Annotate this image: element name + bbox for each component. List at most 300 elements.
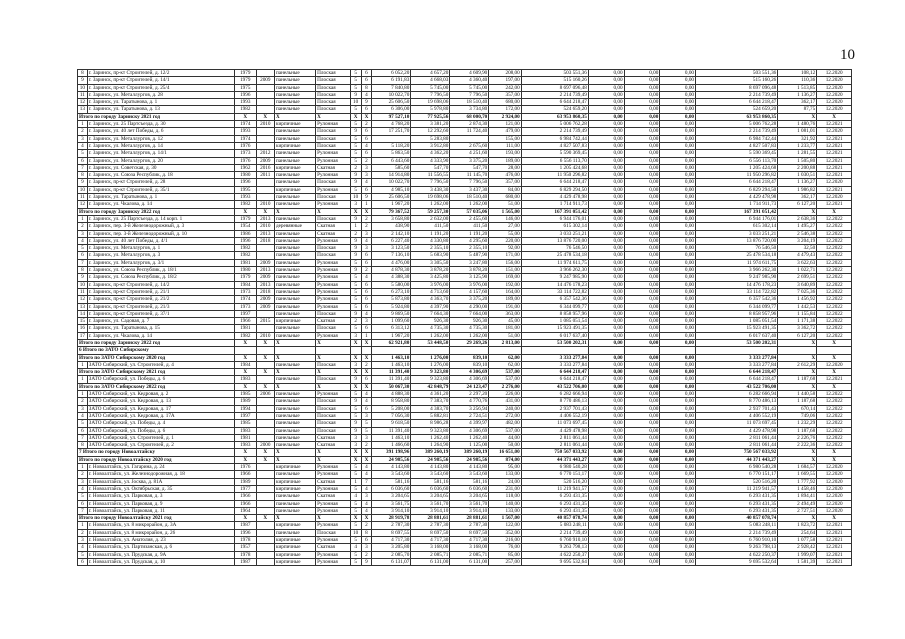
cell-roof-type: Рулонная	[316, 522, 351, 529]
cell-year-built: 1985	[234, 420, 256, 427]
cell-cost-per-m2: 3 204,19	[778, 237, 817, 244]
cell-total-cost: 1 205 424,68	[521, 164, 588, 171]
cell-cost-per-m2: 108,12	[778, 70, 817, 77]
cell-owner-funds: 515 160,26	[696, 77, 778, 84]
cell-total-area: 1 463,10	[372, 354, 411, 361]
cell-private-area: 926,30	[450, 318, 489, 325]
cell-wall-material: кирпичные	[274, 522, 315, 529]
cell-total-area: 581,16	[372, 478, 411, 485]
cell-local-funds: 0,00	[660, 529, 696, 536]
cell-row-number: 5	[78, 245, 88, 252]
cell-total-area: 11 391,40	[372, 369, 411, 376]
cell-roof-type: Плоская	[316, 412, 351, 419]
cell-total-cost: 8 697 096,48	[521, 84, 588, 91]
cell-regional-funds: 0,00	[624, 537, 660, 544]
cell-floors: 5	[350, 551, 361, 558]
cell-residents: 55,00	[489, 230, 521, 237]
cell-year-built: 1976	[234, 157, 256, 164]
cell-private-area: 2 724,51	[450, 412, 489, 419]
cell-local-funds: 0,00	[660, 252, 696, 259]
cell-private-area: 18 510,40	[450, 194, 489, 201]
cell-wall-material: панельные	[274, 361, 315, 368]
cell-residents: 45,00	[489, 318, 521, 325]
cell-roof-type: X	[316, 456, 351, 463]
cell-total-area: 11 391,40	[372, 376, 411, 383]
cell-regional-funds: 0,00	[624, 84, 660, 91]
cell-total-cost: 6 357 542,36	[521, 296, 588, 303]
cell-local-funds: 0,00	[660, 507, 696, 514]
cell-residents: 537,00	[489, 369, 521, 376]
cell-owner-funds: 6 984 742,44	[696, 135, 778, 142]
table-row	[78, 398, 852, 405]
cell-total-area: 438,90	[372, 223, 411, 230]
table-row	[78, 551, 852, 558]
cell-row-number: 11	[78, 91, 88, 98]
cell-roof-type: Плоская	[316, 405, 351, 412]
cell-year-built: 1994	[234, 405, 256, 412]
cell-entrances: 4	[361, 142, 372, 149]
cell-federal-funds: 0,00	[588, 339, 624, 346]
cell-row-number: 6	[78, 500, 88, 507]
cell-floors: 2	[350, 164, 361, 171]
cell-residents: 118,00	[489, 493, 521, 500]
cell-wall-material: панельные	[274, 507, 315, 514]
cell-private-area: 4 360,40	[450, 77, 489, 84]
cell-floors: 4	[350, 493, 361, 500]
cell-private-area: 4 717,30	[450, 537, 489, 544]
cell-private-area: 2 874,30	[450, 121, 489, 128]
cell-year-built: X	[234, 456, 256, 463]
cell-address: г. Новоалтайск, ул. Joсква, д. 81А	[87, 478, 234, 485]
cell-floors: 9	[350, 420, 361, 427]
cell-wall-material: панельные	[274, 325, 315, 332]
cell-deadline: 12.2022	[817, 434, 852, 441]
cell-owner-funds: 3 333 277,84	[696, 361, 778, 368]
cell-living-area: 77 925,56	[411, 113, 450, 120]
cell-total-area: 1 967,20	[372, 332, 411, 339]
cell-owner-funds: 4 429 478,98	[696, 427, 778, 434]
cell-regional-funds: 0,00	[624, 201, 660, 208]
cell-entrances: 4	[361, 398, 372, 405]
cell-total-area: 3 914,10	[372, 507, 411, 514]
cell-total-area: 5 208,00	[372, 405, 411, 412]
cell-year-built: 1996	[234, 529, 256, 536]
cell-address: г. Новоалтайск, ул. Железнодорожная, д. 18	[87, 471, 234, 478]
cell-year-renovated	[256, 245, 274, 252]
cell-regional-funds: 0,00	[624, 135, 660, 142]
cell-living-area: 11 556,55	[411, 172, 450, 179]
cell-living-area: 5 978,80	[411, 106, 450, 113]
cell-address: г. Заринск, ул. Металлургов, д. 20	[87, 157, 234, 164]
cell-entrances: 2	[361, 267, 372, 274]
cell-federal-funds: 0,00	[588, 471, 624, 478]
cell-address: г. Заринск, пр-кт Строителей, д. 28	[87, 179, 234, 186]
cell-wall-material: кирпичные	[274, 478, 315, 485]
cell-federal-funds: 0,00	[588, 332, 624, 339]
cell-living-area: 59 257,30	[411, 208, 450, 215]
table-row	[78, 91, 852, 98]
cell-wall-material: панельные	[274, 391, 315, 398]
cell-local-funds: 0,00	[660, 186, 696, 193]
cell-total-area: 3 561,75	[372, 500, 411, 507]
cell-address: ЗАТО Сибирский, ул. Кедровая, д. 2	[87, 391, 234, 398]
cell-address: г. Заринск, ул. 40 лет Победы, д. 4/1	[87, 237, 234, 244]
cell-private-area: 7 796,50	[450, 179, 489, 186]
cell-year-renovated: X	[256, 113, 274, 120]
cell-living-area: 3 976,00	[411, 281, 450, 288]
cell-owner-funds: 503 551,36	[696, 70, 778, 77]
cell-local-funds: 0,00	[660, 442, 696, 449]
table-row	[78, 325, 852, 332]
cell-roof-type: Скатная	[316, 442, 351, 449]
cell-deadline: 12.2020	[817, 91, 852, 98]
cell-year-renovated: X	[256, 449, 274, 456]
cell-address: г. Заринск, ул. 25 Партсъезда, д. 14 корп. 1	[87, 215, 234, 222]
table-row	[78, 522, 852, 529]
cell-total-cost: 6 944 176,01	[521, 215, 588, 222]
cell-owner-funds: 13 876 720,00	[696, 237, 778, 244]
cell-owner-funds: 6 980 540,28	[696, 464, 778, 471]
cell-total-area: 2 142,10	[372, 230, 411, 237]
cell-entrances: 3	[361, 164, 372, 171]
cell-regional-funds: 0,00	[624, 325, 660, 332]
cell-federal-funds: 0,00	[588, 507, 624, 514]
cell-wall-material: X	[274, 456, 315, 463]
cell-owner-funds: 1 085 051,54	[696, 318, 778, 325]
table-row	[78, 500, 852, 507]
cell-year-renovated: 2009	[256, 157, 274, 164]
cell-living-area: 7 664,30	[411, 310, 450, 317]
cell-floors: 3	[350, 434, 361, 441]
cell-cost-per-m2: 2 200,88	[778, 164, 817, 171]
cell-regional-funds: 0,00	[624, 529, 660, 536]
cell-floors: 10	[350, 99, 361, 106]
cell-floors: X	[350, 456, 361, 463]
cell-cost-per-m2: 1 030,51	[778, 172, 817, 179]
cell-cost-per-m2: 2 226,76	[778, 434, 817, 441]
cell-year-renovated	[256, 99, 274, 106]
cell-residents: 122,00	[489, 522, 521, 529]
cell-deadline: 12.2021	[817, 537, 852, 544]
cell-floors: 9	[350, 215, 361, 222]
cell-year-built: X	[234, 208, 256, 215]
cell-total-cost: 6 344 099,77	[521, 303, 588, 310]
table-row	[78, 296, 852, 303]
cell-deadline: 12.2022	[817, 310, 852, 317]
cell-private-area: 4 306,69	[450, 376, 489, 383]
cell-regional-funds: 0,00	[624, 398, 660, 405]
cell-roof-type: Рулонная	[316, 186, 351, 193]
cell-private-area: 3 375,20	[450, 157, 489, 164]
cell-year-built: 1985	[234, 391, 256, 398]
cell-living-area: 5 745,00	[411, 84, 450, 91]
cell-year-renovated	[256, 412, 274, 419]
cell-residents: 242,00	[489, 84, 521, 91]
cell-roof-type: X	[316, 354, 351, 361]
table-row	[78, 420, 852, 427]
cell-address: ЗАТО Сибирский, ул. Кедровая, д. 13	[87, 398, 234, 405]
cell-local-funds: 0,00	[660, 485, 696, 492]
cell-floors: 5	[350, 303, 361, 310]
cell-total-area: 62 921,80	[372, 339, 411, 346]
cell-year-built: 1986	[234, 230, 256, 237]
cell-year-built: X	[234, 113, 256, 120]
cell-local-funds: 0,00	[660, 398, 696, 405]
cell-deadline: 12.2022	[817, 318, 852, 325]
cell-local-funds: 0,00	[660, 420, 696, 427]
cell-cost-per-m2: 1 440,58	[778, 391, 817, 398]
cell-roof-type: X	[316, 113, 351, 120]
cell-wall-material: панельные	[274, 442, 315, 449]
cell-regional-funds: 0,00	[624, 303, 660, 310]
cell-federal-funds: 0,00	[588, 456, 624, 463]
cell-row-number: 7	[78, 434, 88, 441]
cell-federal-funds: 0,00	[588, 551, 624, 558]
cell-cost-per-m2: X	[778, 456, 817, 463]
cell-federal-funds: 0,00	[588, 91, 624, 98]
cell-address: г. Заринск, ул. Металлургов, д. 12	[87, 135, 234, 142]
cell-roof-type: Плоская	[316, 91, 351, 98]
cell-wall-material: панельные	[274, 157, 315, 164]
cell-private-area: 2 455,60	[450, 215, 489, 222]
cell-regional-funds: 0,00	[624, 339, 660, 346]
cell-floors: 5	[350, 70, 361, 77]
cell-federal-funds: 0,00	[588, 70, 624, 77]
cell-private-area: 4 770,76	[450, 398, 489, 405]
cell-owner-funds: 1 714 911,73	[696, 201, 778, 208]
cell-floors: 5	[350, 485, 361, 492]
cell-wall-material: панельные	[274, 267, 315, 274]
cell-local-funds: 0,00	[660, 208, 696, 215]
cell-entrances: 6	[361, 259, 372, 266]
cell-deadline	[817, 347, 852, 354]
cell-total-area: 3 658,80	[372, 215, 411, 222]
cell-owner-funds: 2 937 701,43	[696, 405, 778, 412]
total-label: Итого по городу Заринску 2021 год	[78, 113, 235, 120]
table-row	[78, 376, 852, 383]
cell-floors: X	[350, 515, 361, 522]
cell-total-cost: 11 073 697,45	[521, 420, 588, 427]
cell-cost-per-m2: 87,75	[778, 106, 817, 113]
cell-wall-material: X	[274, 369, 315, 376]
cell-residents: 133,00	[489, 507, 521, 514]
table-row	[78, 318, 852, 325]
cell-roof-type: Рулонная	[316, 172, 351, 179]
cell-year-renovated	[256, 186, 274, 193]
cell-local-funds: 0,00	[660, 427, 696, 434]
cell-owner-funds: 6 282 666,94	[696, 391, 778, 398]
cell-roof-type: Рулонная	[316, 537, 351, 544]
table-row	[78, 215, 852, 222]
cell-year-renovated: 2013	[256, 230, 274, 237]
cell-total-cost: 4 429 478,98	[521, 194, 588, 201]
cell-row-number: 1	[78, 391, 88, 398]
cell-residents: 189,00	[489, 157, 521, 164]
cell-residents: 50,00	[489, 442, 521, 449]
cell-total-cost: 9 263 798,13	[521, 544, 588, 551]
cell-year-built: 1980	[234, 172, 256, 179]
cell-address: г. Заринск, пер. 3-й Железнодорожный, д. 3	[87, 223, 234, 230]
cell-address: г. Заринск, ул. 25 Партсъезда, д. 30	[87, 121, 234, 128]
cell-residents: 140,00	[489, 500, 521, 507]
cell-total-cost: 1 085 051,54	[521, 318, 588, 325]
cell-year-built: 1982	[234, 201, 256, 208]
cell-owner-funds: 11 974 611,75	[696, 259, 778, 266]
cell-federal-funds: 0,00	[588, 537, 624, 544]
cell-entrances: 6	[361, 106, 372, 113]
cell-total-area: 14 914,80	[372, 172, 411, 179]
cell-year-built: 1974	[234, 135, 256, 142]
cell-living-area: 9 323,80	[411, 427, 450, 434]
cell-deadline: 12.2022	[817, 412, 852, 419]
cell-year-built: 1982	[234, 106, 256, 113]
cell-year-renovated	[256, 347, 274, 354]
cell-private-area: 4 295,60	[450, 237, 489, 244]
cell-deadline: X	[817, 369, 852, 376]
cell-year-renovated: 2009	[256, 259, 274, 266]
cell-entrances: 5	[361, 427, 372, 434]
cell-year-built: 1981	[234, 259, 256, 266]
cell-year-renovated: 2010	[256, 332, 274, 339]
cell-cost-per-m2: 362,17	[778, 99, 817, 106]
cell-private-area: 3 543,60	[450, 471, 489, 478]
cell-total-cost: 8 770 486,13	[521, 398, 588, 405]
cell-owner-funds: 2 214 739,49	[696, 91, 778, 98]
cell-wall-material: панельные	[274, 179, 315, 186]
table-row	[78, 493, 852, 500]
cell-cost-per-m2: 2 727,51	[778, 507, 817, 514]
cell-wall-material: панельные	[274, 172, 315, 179]
cell-year-built: 1987	[234, 522, 256, 529]
cell-total-cost: 6 829 294,50	[521, 186, 588, 193]
cell-entrances: 4	[361, 507, 372, 514]
cell-address: г. Заринск, пр-кт Строителей, д. 14/2	[87, 281, 234, 288]
table-row	[78, 106, 852, 113]
cell-total-area: 17 251,70	[372, 128, 411, 135]
cell-federal-funds: 0,00	[588, 106, 624, 113]
cell-year-renovated: 2010	[256, 223, 274, 230]
cell-owner-funds: 53 500 202,31	[696, 339, 778, 346]
cell-year-renovated: 2009	[256, 77, 274, 84]
cell-row-number: 6	[78, 157, 88, 164]
table-row	[78, 135, 852, 142]
cell-living-area: 53 448,50	[411, 339, 450, 346]
table-row	[78, 427, 852, 434]
cell-living-area: 2 085,71	[411, 551, 450, 558]
cell-address: г. Заринск, пер. 3-й Железнодорожный, д. 10	[87, 230, 234, 237]
cell-cost-per-m2: 1 777,92	[778, 478, 817, 485]
cell-row-number: 11	[78, 288, 88, 295]
cell-floors: 10	[350, 529, 361, 536]
cell-cost-per-m2: 1 458,46	[778, 485, 817, 492]
cell-residents: 874,00	[489, 456, 521, 463]
cell-floors: 3	[350, 361, 361, 368]
cell-private-area: 2 085,71	[450, 551, 489, 558]
cell-local-funds: 0,00	[660, 157, 696, 164]
cell-deadline: 12.2020	[817, 507, 852, 514]
cell-roof-type: Плоская	[316, 245, 351, 252]
cell-year-built: 1996	[234, 91, 256, 98]
cell-floors: 2	[350, 318, 361, 325]
cell-total-cost: 520 516,20	[521, 478, 588, 485]
total-row	[78, 339, 852, 346]
cell-total-cost	[521, 347, 588, 354]
cell-entrances: 4	[361, 391, 372, 398]
cell-deadline: 12.2021	[817, 142, 852, 149]
cell-year-built: 1993	[234, 128, 256, 135]
cell-regional-funds: 0,00	[624, 230, 660, 237]
cell-owner-funds: 5 590 369,45	[696, 150, 778, 157]
cell-local-funds: 0,00	[660, 558, 696, 565]
cell-year-built: 1984	[234, 281, 256, 288]
cell-federal-funds: 0,00	[588, 522, 624, 529]
cell-wall-material: панельные	[274, 91, 315, 98]
cell-local-funds: 0,00	[660, 70, 696, 77]
cell-living-area: 1 276,00	[411, 354, 450, 361]
cell-floors: 9	[350, 376, 361, 383]
cell-deadline: 12.2022	[817, 215, 852, 222]
table-row	[78, 537, 852, 544]
table-row	[78, 179, 852, 186]
cell-address: г. Новоалтайск, ул. Анатолия, д. 23	[87, 537, 234, 544]
cell-local-funds: 0,00	[660, 267, 696, 274]
cell-private-area: 4 251,60	[450, 150, 489, 157]
cell-year-renovated: 2010	[256, 201, 274, 208]
cell-deadline: 12.2020	[817, 106, 852, 113]
cell-wall-material: X	[274, 208, 315, 215]
cell-year-renovated	[256, 434, 274, 441]
cell-total-area: 24 985,56	[372, 456, 411, 463]
registry-table	[77, 69, 852, 566]
cell-cost-per-m2: 2 546,38	[778, 230, 817, 237]
cell-deadline: 12.2021	[817, 164, 852, 171]
cell-deadline: 12.2022	[817, 420, 852, 427]
cell-year-renovated: 2010	[256, 121, 274, 128]
table-row	[78, 201, 852, 208]
cell-federal-funds	[588, 347, 624, 354]
cell-local-funds: 0,00	[660, 369, 696, 376]
cell-year-built: 1996	[234, 179, 256, 186]
cell-year-built: 1978	[234, 551, 256, 558]
cell-roof-type: X	[316, 383, 351, 390]
cell-floors: 5	[350, 121, 361, 128]
cell-total-area: 391 198,96	[372, 449, 411, 456]
cell-wall-material: панельные	[274, 427, 315, 434]
table-row	[78, 128, 852, 135]
cell-year-renovated	[256, 252, 274, 259]
cell-address: г. Заринск, пр-кт Строителей, д. 14/1	[87, 77, 234, 84]
cell-regional-funds: 0,00	[624, 113, 660, 120]
cell-local-funds: 0,00	[660, 237, 696, 244]
cell-total-cost: 2 811 061,44	[521, 434, 588, 441]
total-label: Итого по городу Заринску 2022 год	[78, 208, 235, 215]
cell-total-cost: 63 953 860,35	[521, 113, 588, 120]
cell-roof-type: Рулонная	[316, 507, 351, 514]
cell-cost-per-m2: 1 136,27	[778, 91, 817, 98]
cell-living-area: 2 632,00	[411, 215, 450, 222]
table-row	[78, 164, 852, 171]
cell-federal-funds: 0,00	[588, 420, 624, 427]
cell-cost-per-m2: 4 479,43	[778, 252, 817, 259]
cell-entrances: 2	[361, 121, 372, 128]
cell-residents: 51,00	[489, 332, 521, 339]
cell-address: г. Заринск, ул. 40 лет Победы, д. 6	[87, 128, 234, 135]
cell-wall-material: панельные	[274, 398, 315, 405]
cell-floors: 4	[350, 544, 361, 551]
cell-roof-type: Плоская	[316, 135, 351, 142]
cell-total-area: 1 466,60	[372, 442, 411, 449]
cell-address: ЗАТО Сибирский, ул. Победы, д. 6	[87, 376, 234, 383]
